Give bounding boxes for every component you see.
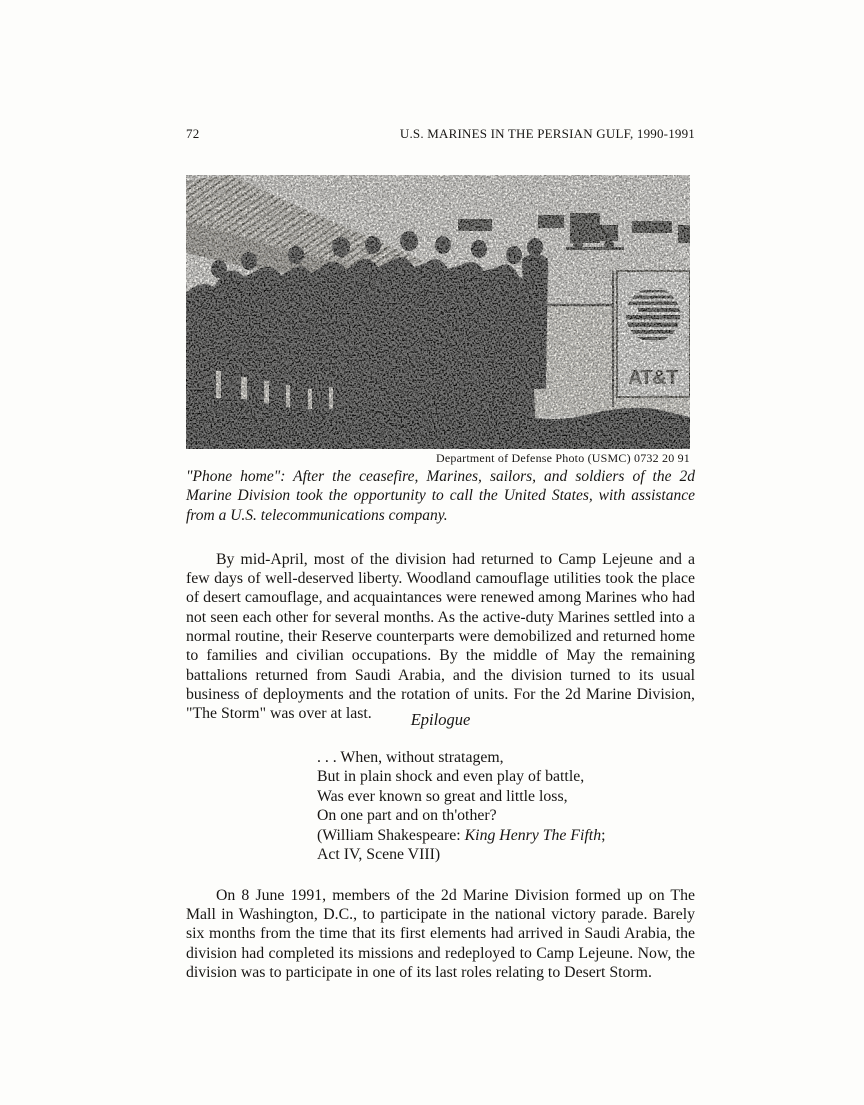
work-title: King Henry The Fifth [464, 826, 602, 844]
photo [186, 175, 690, 449]
grain-light-overlay [186, 175, 690, 449]
poem-line: But in plain shock and even play of battle, [317, 768, 585, 786]
poem-line: . . . When, without stratagem, [317, 749, 504, 766]
body-paragraph-1: By mid-April, most of the division had returned to Camp Lejeune and a few days of well-deserved liberty. Woodland camouflage utilities took the place of desert camouflage, and acquaintances were renewed among Marines who had not seen each other for several months. As the active-duty Marines settled into a normal routine, their Reserve counterparts were demobilized and returned home to families and civilian occupations. By the middle of May the remaining battalions returned from Saudi Arabia, and the division turned to its usual business of deployments and the rotation of units. For the 2d Marine Division, "The Storm" was over at last. [186, 550, 695, 723]
poem-attribution: (William Shakespeare: King Henry The Fifth; [317, 826, 606, 844]
body-paragraph-2: On 8 June 1991, members of the 2d Marine Division formed up on The Mall in Washington, D.C., to participate in the national victory parade. Barely six months from the time that its first elements had arrived in Saudi Arabia, the division had completed its missions and redeployed to Camp Lejeune. Now, the division was to participate in one of its last roles relating to Desert Storm. [186, 886, 695, 981]
poem-attribution-line2: Act IV, Scene VIII) [317, 846, 441, 864]
poem-line: On one part and on th'other? [317, 807, 497, 825]
page-header [186, 126, 695, 142]
photo-credit: Department of Defense Photo (USMC) 0732 20 91 [436, 451, 690, 465]
poem-line: Was ever known so great and little loss, [317, 787, 568, 805]
page-number: 72 [186, 126, 200, 141]
running-head: U.S. MARINES IN THE PERSIAN GULF, 1990-1991 [399, 126, 695, 141]
poem-block [317, 748, 695, 864]
photo-caption: "Phone home": After the ceasefire, Marines, sailors, and soldiers of the 2d Marine Division took the opportunity to call the United States, with assistance from a U.S. telecommunications company. [186, 468, 695, 524]
epilogue-heading: Epilogue [410, 710, 471, 729]
photo-illustration [186, 175, 690, 449]
